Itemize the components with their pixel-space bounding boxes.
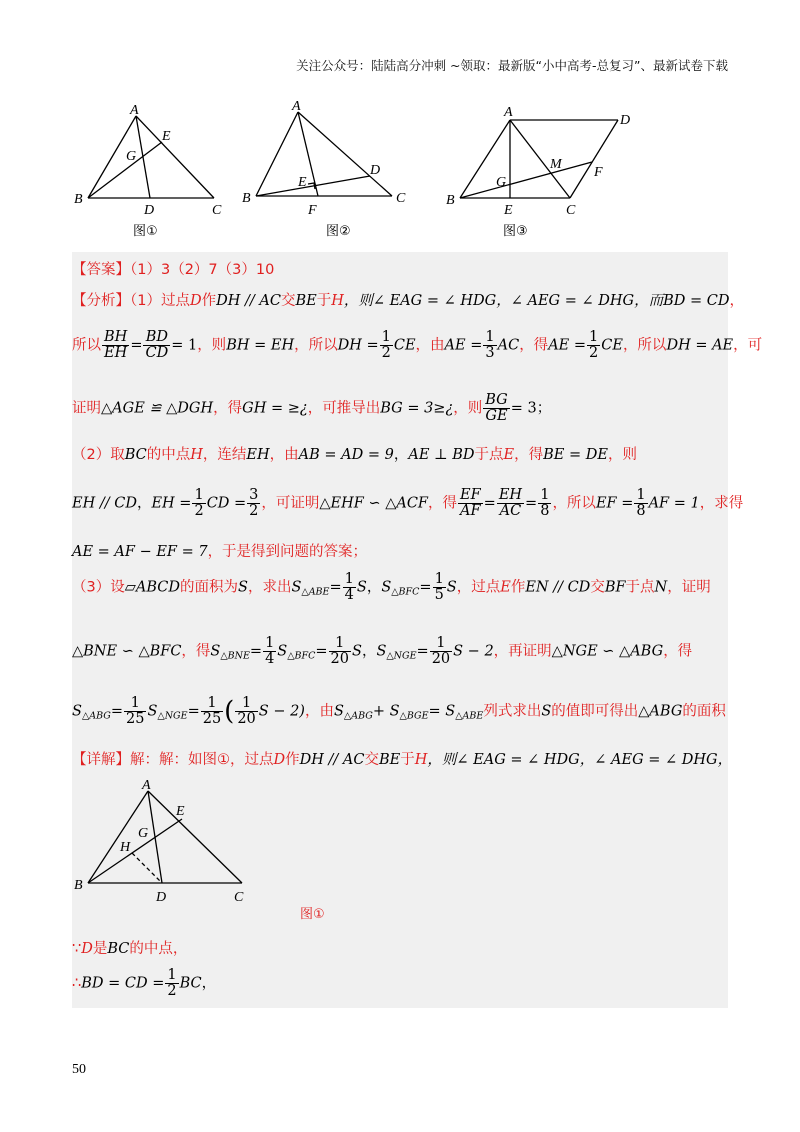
fraction: $\frac{1}{2}$ [194,487,204,520]
figure-1-caption: 图① [133,224,158,239]
fraction: $\frac{1}{8}$ [540,487,550,520]
analysis-tag: 【分析】 [72,293,130,309]
fraction: $\frac{1}{5}$ [434,571,444,604]
detail-line-3: ∴BD = CD = $\frac{1}{2}$ BC， [72,967,217,1000]
fraction: $\frac{BH}{EH}$ [104,329,128,362]
fraction: $\frac{1}{3}$ [485,329,495,362]
fig1-label-e: E [162,129,171,144]
fig3-label-f: F [594,165,603,180]
page-header: 关注公众号：陆陆高分冲刺 ~领取：最新版“小中高考-总复习”、最新试卷下载 [296,58,728,73]
figure-4 [70,775,260,910]
analysis-line-8: △BNE ∽ △BFC，得$S_{\triangle BNE}=$ $\frac{1}{4}$ $S_{\triangle BFC}=$ $\frac{1}{20}$ S，$S_{\triangle NGE}=$ $\frac{1}{20}$ S − 2，再证明△NGE ∽ △ABG，得 [72,635,693,668]
fig3-label-c: C [566,203,576,218]
analysis-line-5: EH // CD，EH = $\frac{1}{2}$ CD = $\frac{3}{2}$ ，可证明△EHF ∽ △ACF，得 $\frac{EF}{AF}$ = $\frac{EH}{AC}$ = $\frac{1}{8}$ ，所以EF = $\frac{1}{8}$ AF = 1，求得 [72,487,744,520]
figure-2-caption: 图② [326,224,351,239]
fig4-label-e: E [176,804,185,819]
fraction: $\frac{1}{25}$ [126,695,145,728]
fraction: $\frac{3}{2}$ [249,487,259,520]
figure-1-svg [70,100,240,225]
fraction: $\frac{1}{25}$ [202,695,222,728]
fraction: $\frac{1}{20}$ [330,635,349,668]
fig4-label-b: B [74,878,83,893]
fraction: $\frac{1}{2}$ [167,967,177,1000]
fig1-label-g: G [126,149,137,164]
fig3-label-b: B [446,193,455,208]
fig4-label-d: D [156,890,167,905]
fig4-label-c: C [234,890,244,905]
analysis-line-2: 所以 $\frac{BH}{EH}$ = $\frac{BD}{CD}$ = 1，则BH = EH，所以DH = $\frac{1}{2}$ CE，由AE = $\frac{1}{3}$ AC，得AE = $\frac{1}{2}$ CE，所以DH = AE，可 [72,329,763,362]
fig3-label-m: M [550,157,562,172]
fraction: $\frac{1}{4}$ [265,635,275,668]
detail-line-2: ∵D是BC的中点， [72,941,188,957]
fig2-label-e: E [298,175,307,190]
figure-3-svg [440,100,640,220]
fig1-label-a: A [130,103,139,118]
fraction: $\frac{1}{8}$ [636,487,646,520]
fig2-label-f: F [308,203,317,218]
fraction: $\frac{BG}{GE}$ [485,392,508,425]
fraction: $\frac{1}{4}$ [344,571,354,604]
page-number: 50 [72,1062,86,1077]
fraction: $\frac{EH}{AC}$ [498,487,523,520]
figure-4-svg [70,775,260,910]
fig3-label-e: E [504,203,513,218]
fraction: $\frac{EF}{AF}$ [460,487,481,520]
analysis-line-1: 【分析】（1）过点D作DH // AC交BE于H，则∠ EAG = ∠ HDG，∠ AEG = ∠ DHG，而BD = CD， [72,293,744,309]
analysis-line-7: （3）设▱ABCD的面积为S，求出$S_{\triangle ABE}=$ $\frac{1}{4}$ S，$S_{\triangle BFC}=$ $\frac{1}{5}$ S，过点E作EN // CD交BF于点N，证明 [72,571,711,604]
fig2-label-a: A [292,99,301,114]
analysis-line-4: （2）取BC的中点H，连结EH，由AB = AD = 9，AE ⊥ BD于点E，得BE = DE，则 [72,447,637,463]
figure-2-svg [240,94,420,219]
answer-text: （1）3（2）7（3）10 [130,262,275,278]
fig3-label-g: G [496,175,507,190]
fig2-label-b: B [242,191,251,206]
fig2-label-c: C [396,191,406,206]
fraction: $\frac{BD}{CD}$ [145,329,169,362]
fig4-label-h: H [120,840,131,855]
figure-3-caption: 图③ [503,224,528,239]
fraction: $\frac{1}{2}$ [589,329,599,362]
fig1-label-d: D [144,203,155,218]
fraction: $\frac{1}{20}$ [237,695,256,728]
fig3-label-a: A [504,105,513,120]
fig4-label-g: G [138,826,149,841]
answer-tag: 【答案】 [72,262,130,278]
fig2-label-d: D [370,163,381,178]
figure-1 [70,100,240,225]
figure-2 [240,94,420,219]
fig3-label-d: D [620,113,631,128]
answer-line [72,258,722,279]
fig4-label-a: A [142,778,151,793]
figure-4-caption: 图① [300,907,325,922]
figure-3 [440,100,640,220]
fraction: $\frac{1}{2}$ [381,329,391,362]
detail-line-1: 【详解】解：解：如图①，过点D作DH // AC交BE于H，则∠ EAG = ∠ HDG，∠ AEG = ∠ DHG， [72,752,733,768]
analysis-line-6: AE = AF − EF = 7，于是得到问题的答案； [72,544,368,560]
fraction: $\frac{1}{20}$ [431,635,451,668]
fig1-label-b: B [74,192,83,207]
fig1-label-c: C [212,203,222,218]
analysis-line-9: $S_{\triangle ABG}=$ $\frac{1}{25}$ $S_{\triangle NGE}=$ $\frac{1}{25}$ ( $\frac{1}{20}$ S − 2)，由$S_{\triangle ABG}+ S_{\triangle BGE}= S_{\triangle ABE}$列式求出S的值即可得出△ABG的面积 [72,695,726,728]
detail-tag: 【详解】 [72,752,130,768]
analysis-line-3: 证明△AGE ≌ △DGH，得GH = ≥¿，可推导出BG = 3≥¿，则 $\frac{BG}{GE}$ = 3； [72,392,552,425]
